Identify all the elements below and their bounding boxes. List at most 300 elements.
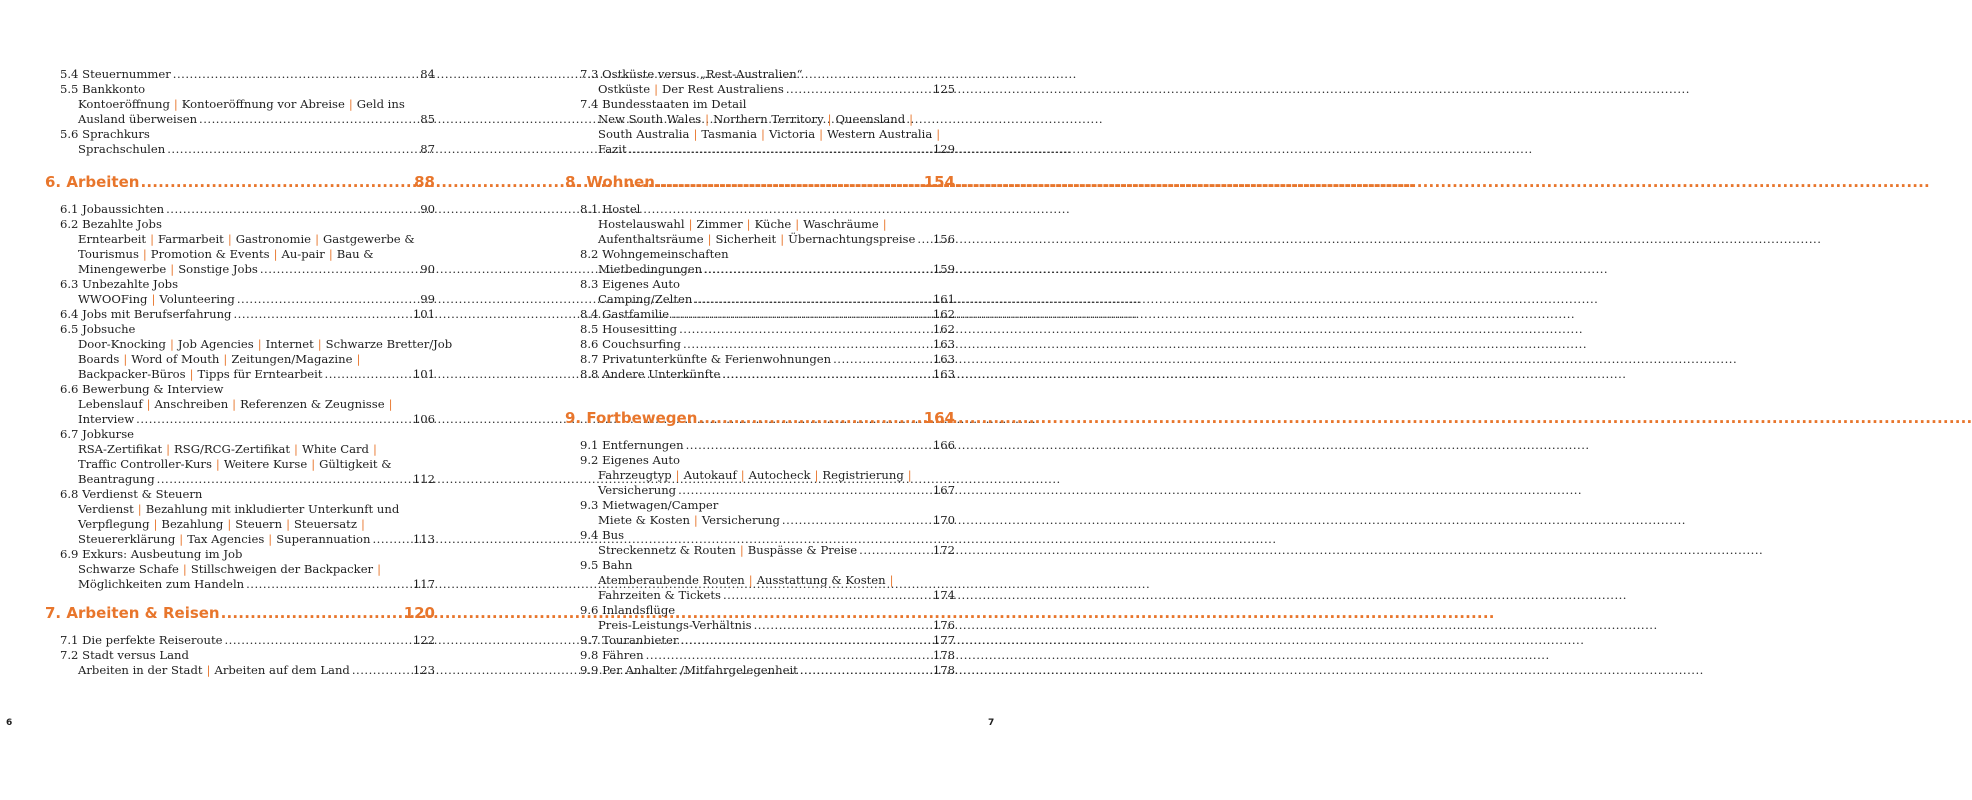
entry-title: 9.3 Mietwagen/Camper bbox=[580, 498, 719, 512]
toc-entry bbox=[60, 648, 435, 663]
entry-title: 8.6 Couchsurfing bbox=[580, 337, 681, 351]
page-number-right: 7 bbox=[988, 718, 995, 728]
chapter-title: 6. Arbeiten bbox=[45, 173, 140, 191]
entry-page: 178 bbox=[932, 648, 955, 662]
entry-title: 9.1 Entfernungen bbox=[580, 438, 684, 452]
toc-subline bbox=[580, 127, 955, 142]
toc-subline bbox=[60, 663, 435, 678]
toc-section bbox=[60, 202, 453, 592]
subtopic: Western Australia bbox=[827, 127, 933, 141]
subtopic: White Card bbox=[301, 442, 369, 456]
leader-dots bbox=[167, 142, 419, 157]
toc-entry bbox=[580, 648, 955, 663]
leader-dots bbox=[372, 532, 411, 547]
toc-subline bbox=[60, 112, 435, 127]
separator-bar: | bbox=[377, 562, 381, 576]
subtopic: Arbeiten in der Stadt bbox=[78, 663, 203, 677]
subtopic-list bbox=[598, 588, 721, 603]
entry-title: 6.2 Bezahlte Jobs bbox=[60, 217, 162, 231]
separator-bar: | bbox=[153, 517, 158, 531]
separator-bar: | bbox=[123, 352, 128, 366]
entry-title: 5.4 Steuernummer bbox=[60, 67, 171, 81]
toc-subline bbox=[60, 337, 453, 352]
entry-page: 85 bbox=[420, 112, 435, 126]
separator-bar: | bbox=[137, 502, 142, 516]
leader-dots bbox=[786, 82, 932, 97]
toc-entry bbox=[60, 322, 435, 337]
entry-page: 162 bbox=[932, 307, 955, 321]
subtopic: Farmarbeit bbox=[158, 232, 224, 246]
separator-bar: | bbox=[150, 232, 155, 246]
entry-page: 122 bbox=[412, 633, 435, 647]
subtopic: Traffic Controller-Kurs bbox=[78, 457, 212, 471]
toc-entry bbox=[580, 498, 955, 513]
toc-subline bbox=[60, 517, 435, 532]
subtopic-list bbox=[598, 232, 915, 247]
toc-section bbox=[60, 67, 435, 157]
entry-page: 90 bbox=[420, 262, 435, 276]
subtopic: Versicherung bbox=[598, 483, 677, 497]
toc-subline bbox=[580, 217, 955, 232]
separator-bar: | bbox=[328, 247, 333, 261]
subtopic: Bezahlung mit inkludierter Unterkunft und bbox=[145, 502, 400, 516]
leader-dots bbox=[671, 307, 932, 322]
subtopic-list bbox=[78, 502, 399, 517]
separator-bar: | bbox=[142, 247, 147, 261]
toc-entry bbox=[580, 247, 955, 262]
toc-subline bbox=[60, 562, 435, 577]
toc-entry bbox=[580, 663, 955, 678]
entry-title: 6.7 Jobkurse bbox=[60, 427, 135, 441]
entry-page: 162 bbox=[932, 322, 955, 336]
subtopic-list bbox=[598, 82, 784, 97]
toc-subline bbox=[580, 82, 955, 97]
subtopic: Miete & Kosten bbox=[598, 513, 690, 527]
subtopic: Schwarze Schafe bbox=[78, 562, 179, 576]
separator-bar: | bbox=[739, 543, 744, 557]
subtopic: Kontoeröffnung vor Abreise bbox=[181, 97, 345, 111]
separator-bar: | bbox=[882, 217, 887, 231]
entry-title: 6.4 Jobs mit Berufserfahrung bbox=[60, 307, 232, 321]
subtopic: Buspässe & Preise bbox=[747, 543, 858, 557]
separator-bar: | bbox=[814, 468, 819, 482]
separator-bar: | bbox=[315, 232, 319, 246]
entry-page: 84 bbox=[420, 67, 435, 81]
subtopic: South Australia bbox=[598, 127, 690, 141]
separator-bar: | bbox=[909, 112, 914, 126]
subtopic: Ausstattung & Kosten bbox=[756, 573, 886, 587]
subtopic-list bbox=[78, 112, 197, 127]
subtopic: Versicherung bbox=[701, 513, 780, 527]
toc-entry bbox=[580, 352, 955, 367]
subtopic: Tipps für Erntearbeit bbox=[197, 367, 323, 381]
subtopic-list bbox=[598, 573, 898, 588]
subtopic: Ausland überweisen bbox=[78, 112, 198, 126]
chapter-heading-9 bbox=[565, 408, 955, 428]
separator-bar: | bbox=[182, 562, 187, 576]
toc-entry bbox=[60, 427, 435, 442]
subtopic: Übernachtungspreise bbox=[788, 232, 916, 246]
entry-page: 167 bbox=[932, 483, 955, 497]
toc-entry bbox=[60, 202, 435, 217]
toc-entry bbox=[580, 67, 955, 82]
subtopic: Möglichkeiten zum Handeln bbox=[78, 577, 245, 591]
entry-title: 8.1 Hostel bbox=[580, 202, 641, 216]
entry-title: 5.5 Bankkonto bbox=[60, 82, 146, 96]
entry-title: 9.7 Touranbieter bbox=[580, 633, 679, 647]
entry-page: 101 bbox=[412, 307, 435, 321]
separator-bar: | bbox=[748, 573, 753, 587]
separator-bar: | bbox=[819, 127, 824, 141]
leader-dots bbox=[698, 408, 921, 428]
separator-bar: | bbox=[294, 442, 298, 456]
leader-dots bbox=[199, 112, 419, 127]
toc-entry bbox=[580, 367, 955, 382]
subtopic-list bbox=[598, 543, 857, 558]
separator-bar: | bbox=[170, 262, 175, 276]
entry-page: 170 bbox=[932, 513, 955, 527]
subtopic: Job Agencies bbox=[177, 337, 254, 351]
subtopic: Bezahlung bbox=[161, 517, 224, 531]
toc-subline bbox=[580, 292, 955, 307]
entry-title: 6.9 Exkurs: Ausbeutung im Job bbox=[60, 547, 243, 561]
toc-subline bbox=[580, 543, 955, 558]
chapter-page: 154 bbox=[923, 173, 955, 191]
subtopic-list bbox=[598, 262, 702, 277]
separator-bar: | bbox=[348, 97, 353, 111]
subtopic: Gastronomie bbox=[235, 232, 312, 246]
toc-subline bbox=[60, 367, 435, 382]
entry-page: 101 bbox=[412, 367, 435, 381]
toc-entry bbox=[580, 97, 955, 112]
separator-bar: | bbox=[317, 337, 322, 351]
separator-bar: | bbox=[173, 97, 178, 111]
toc-subline bbox=[60, 442, 435, 457]
toc-entry bbox=[60, 547, 435, 562]
toc-entry bbox=[60, 127, 435, 142]
toc-subline bbox=[580, 232, 955, 247]
subtopic-list bbox=[598, 142, 627, 157]
entry-title: 8.3 Eigenes Auto bbox=[580, 277, 681, 291]
leader-dots bbox=[221, 603, 402, 623]
separator-bar: | bbox=[166, 442, 171, 456]
entry-title: 7.2 Stadt versus Land bbox=[60, 648, 189, 662]
subtopic-list bbox=[598, 483, 676, 498]
subtopic: Promotion & Events bbox=[150, 247, 270, 261]
leader-dots bbox=[237, 292, 419, 307]
toc-entry bbox=[580, 558, 955, 573]
subtopic: New South Wales bbox=[598, 112, 702, 126]
toc-subline bbox=[580, 483, 955, 498]
subtopic: Word of Mouth bbox=[131, 352, 220, 366]
entry-page: 159 bbox=[932, 262, 955, 276]
subtopic-list bbox=[78, 262, 258, 277]
separator-bar: | bbox=[740, 468, 745, 482]
entry-title: 8.4 Gastfamilie bbox=[580, 307, 670, 321]
separator-bar: | bbox=[206, 663, 211, 677]
subtopic-list bbox=[78, 457, 392, 472]
toc-subline bbox=[60, 397, 435, 412]
leader-dots bbox=[646, 648, 932, 663]
toc-entry bbox=[60, 67, 435, 82]
subtopic: WWOOFing bbox=[78, 292, 148, 306]
leader-dots bbox=[859, 543, 932, 558]
entry-title: 9.2 Eigenes Auto bbox=[580, 453, 681, 467]
subtopic: Northern Territory bbox=[713, 112, 824, 126]
leader-dots bbox=[157, 472, 412, 487]
separator-bar: | bbox=[146, 397, 151, 411]
leader-dots bbox=[166, 202, 419, 217]
entry-page: 117 bbox=[412, 577, 435, 591]
subtopic: Sonstige Jobs bbox=[178, 262, 258, 276]
entry-page: 163 bbox=[932, 337, 955, 351]
entry-page: 106 bbox=[412, 412, 435, 426]
leader-dots bbox=[352, 663, 412, 678]
toc-section bbox=[60, 633, 435, 678]
subtopic-list bbox=[78, 292, 235, 307]
separator-bar: | bbox=[268, 532, 273, 546]
subtopic: Autocheck bbox=[748, 468, 811, 482]
separator-bar: | bbox=[688, 217, 693, 231]
entry-page: 112 bbox=[412, 472, 435, 486]
separator-bar: | bbox=[654, 82, 658, 96]
leader-dots bbox=[678, 483, 932, 498]
leader-dots bbox=[722, 367, 931, 382]
subtopic-list bbox=[598, 468, 916, 483]
separator-bar: | bbox=[356, 352, 361, 366]
entry-page: 163 bbox=[932, 352, 955, 366]
subtopic: Steuersatz bbox=[293, 517, 357, 531]
chapter-title: 9. Fortbewegen bbox=[565, 409, 698, 427]
toc-entry bbox=[580, 633, 955, 648]
separator-bar: | bbox=[889, 573, 894, 587]
toc-subline bbox=[60, 502, 435, 517]
subtopic-list bbox=[78, 367, 323, 382]
leader-dots bbox=[629, 142, 932, 157]
separator-bar: | bbox=[827, 112, 832, 126]
toc-subline bbox=[60, 352, 435, 367]
subtopic: Queensland bbox=[835, 112, 906, 126]
entry-page: 113 bbox=[412, 532, 435, 546]
toc-entry bbox=[60, 277, 435, 292]
subtopic: Boards bbox=[78, 352, 120, 366]
subtopic: Gültigkeit & bbox=[319, 457, 392, 471]
subtopic: Der Rest Australiens bbox=[661, 82, 784, 96]
entry-title: 5.6 Sprachkurs bbox=[60, 127, 150, 141]
toc-entry bbox=[580, 603, 955, 618]
entry-page: 163 bbox=[932, 367, 955, 381]
subtopic: Streckennetz & Routen bbox=[598, 543, 736, 557]
subtopic-list bbox=[78, 562, 385, 577]
subtopic: Arbeiten auf dem Land bbox=[214, 663, 350, 677]
separator-bar: | bbox=[151, 292, 156, 306]
subtopic: RSA-Zertifikat bbox=[78, 442, 163, 456]
subtopic: Verdienst bbox=[78, 502, 134, 516]
separator-bar: | bbox=[761, 127, 765, 141]
separator-bar: | bbox=[795, 217, 800, 231]
leader-dots bbox=[683, 337, 932, 352]
toc-subline bbox=[60, 262, 435, 277]
subtopic: Hostelauswahl bbox=[598, 217, 685, 231]
entry-title: 9.8 Fähren bbox=[580, 648, 644, 662]
separator-bar: | bbox=[227, 517, 232, 531]
toc-subline bbox=[60, 97, 435, 112]
toc-section bbox=[580, 202, 955, 382]
toc-subline bbox=[580, 618, 955, 633]
subtopic: Fahrzeiten & Tickets bbox=[598, 588, 721, 602]
entry-page: 156 bbox=[932, 232, 955, 246]
entry-title: 6.6 Bewerbung & Interview bbox=[60, 382, 224, 396]
subtopic-list bbox=[598, 513, 780, 528]
subtopic: Küche bbox=[754, 217, 792, 231]
entry-title: 6.5 Jobsuche bbox=[60, 322, 136, 336]
subtopic: Fazit bbox=[598, 142, 627, 156]
leader-dots bbox=[260, 262, 419, 277]
chapter-title: 8. Wohnen bbox=[565, 173, 655, 191]
toc-subline bbox=[580, 112, 955, 127]
subtopic: Sicherheit bbox=[715, 232, 777, 246]
toc-entry bbox=[60, 633, 435, 648]
subtopic-list bbox=[78, 142, 165, 157]
toc-section bbox=[580, 67, 955, 157]
subtopic: Volunteering bbox=[159, 292, 235, 306]
subtopic: Zimmer bbox=[696, 217, 743, 231]
separator-bar: | bbox=[780, 232, 785, 246]
toc-subline bbox=[60, 457, 435, 472]
toc-entry bbox=[60, 82, 435, 97]
subtopic: Gastgewerbe & bbox=[322, 232, 415, 246]
entry-page: 87 bbox=[420, 142, 435, 156]
entry-page: 129 bbox=[932, 142, 955, 156]
entry-title: 6.3 Unbezahlte Jobs bbox=[60, 277, 179, 291]
separator-bar: | bbox=[286, 517, 290, 531]
subtopic: Lebenslauf bbox=[78, 397, 143, 411]
leader-dots bbox=[136, 412, 412, 427]
chapter-heading-8 bbox=[565, 172, 955, 192]
subtopic: Superannuation bbox=[276, 532, 371, 546]
subtopic: Steuererklärung bbox=[78, 532, 176, 546]
separator-bar: | bbox=[675, 468, 680, 482]
chapter-page: 88 bbox=[414, 173, 435, 191]
page-number-left: 6 bbox=[6, 718, 13, 728]
subtopic: Anschreiben bbox=[154, 397, 229, 411]
toc-entry bbox=[580, 202, 955, 217]
subtopic-list bbox=[78, 442, 381, 457]
toc-entry bbox=[60, 217, 435, 232]
separator-bar: | bbox=[693, 127, 698, 141]
entry-title: 8.8 Andere Unterkünfte bbox=[580, 367, 721, 381]
entry-title: 8.7 Privatunterkünfte & Ferienwohnungen bbox=[580, 352, 832, 366]
subtopic-list bbox=[78, 412, 134, 427]
entry-title: 9.9 Per Anhalter /Mitfahrgelegenheit bbox=[580, 663, 798, 677]
toc-subline bbox=[60, 232, 435, 247]
leader-dots bbox=[680, 633, 931, 648]
subtopic-list bbox=[78, 397, 396, 412]
subtopic-list bbox=[598, 217, 891, 232]
leader-dots bbox=[754, 618, 932, 633]
entry-page: 172 bbox=[932, 543, 955, 557]
separator-bar: | bbox=[227, 232, 232, 246]
chapter-heading-7 bbox=[45, 603, 435, 623]
separator-bar: | bbox=[257, 337, 262, 351]
toc-entry bbox=[580, 322, 955, 337]
leader-dots bbox=[833, 352, 932, 367]
leader-dots bbox=[656, 172, 922, 192]
separator-bar: | bbox=[907, 468, 912, 482]
chapter-page: 164 bbox=[923, 409, 955, 427]
toc-entry bbox=[580, 277, 955, 292]
subtopic: Schwarze Bretter/Job bbox=[325, 337, 453, 351]
subtopic: Bau & bbox=[336, 247, 374, 261]
subtopic: Waschräume bbox=[803, 217, 879, 231]
leader-dots bbox=[225, 633, 412, 648]
subtopic: RSG/RCG-Zertifikat bbox=[174, 442, 291, 456]
subtopic: Internet bbox=[265, 337, 314, 351]
entry-page: 177 bbox=[932, 633, 955, 647]
leader-dots bbox=[686, 438, 932, 453]
subtopic: Tax Agencies bbox=[187, 532, 265, 546]
leader-dots bbox=[694, 292, 932, 307]
entry-title: 8.2 Wohngemeinschaften bbox=[580, 247, 729, 261]
separator-bar: | bbox=[360, 517, 365, 531]
toc-subline bbox=[60, 532, 435, 547]
separator-bar: | bbox=[169, 337, 174, 351]
toc-entry bbox=[580, 438, 955, 453]
entry-page: 176 bbox=[932, 618, 955, 632]
leader-dots bbox=[246, 577, 412, 592]
toc-subline bbox=[580, 573, 955, 588]
separator-bar: | bbox=[707, 232, 712, 246]
toc-subline bbox=[580, 262, 955, 277]
separator-bar: | bbox=[232, 397, 237, 411]
toc-entry bbox=[580, 453, 955, 468]
subtopic-list bbox=[598, 618, 752, 633]
subtopic: Interview bbox=[78, 412, 135, 426]
chapter-heading-6 bbox=[45, 172, 435, 192]
subtopic-list bbox=[78, 663, 350, 678]
subtopic-list bbox=[78, 247, 374, 262]
subtopic: Victoria bbox=[768, 127, 816, 141]
leader-dots bbox=[723, 588, 932, 603]
subtopic-list bbox=[598, 127, 944, 142]
entry-title: 9.5 Bahn bbox=[580, 558, 633, 572]
toc-subline bbox=[60, 142, 435, 157]
subtopic-list bbox=[78, 337, 452, 352]
subtopic: Steuern bbox=[235, 517, 283, 531]
entry-page: 90 bbox=[420, 202, 435, 216]
subtopic: Fahrzeugtyp bbox=[598, 468, 672, 482]
subtopic: Geld ins bbox=[356, 97, 405, 111]
separator-bar: | bbox=[223, 352, 228, 366]
subtopic-list bbox=[78, 472, 155, 487]
subtopic: Registrierung bbox=[822, 468, 904, 482]
separator-bar: | bbox=[693, 513, 698, 527]
leader-dots bbox=[782, 513, 932, 528]
subtopic: Verpflegung bbox=[78, 517, 150, 531]
entry-title: 7.4 Bundesstaaten im Detail bbox=[580, 97, 747, 111]
entry-title: 6.8 Verdienst & Steuern bbox=[60, 487, 203, 501]
leader-dots bbox=[917, 232, 931, 247]
leader-dots bbox=[704, 262, 932, 277]
leader-dots bbox=[325, 367, 412, 382]
toc-subline bbox=[580, 513, 955, 528]
entry-page: 166 bbox=[932, 438, 955, 452]
toc-subline bbox=[60, 577, 435, 592]
entry-page: 123 bbox=[412, 663, 435, 677]
separator-bar: | bbox=[215, 457, 220, 471]
subtopic: Erntearbeit bbox=[78, 232, 147, 246]
leader-dots bbox=[233, 307, 411, 322]
